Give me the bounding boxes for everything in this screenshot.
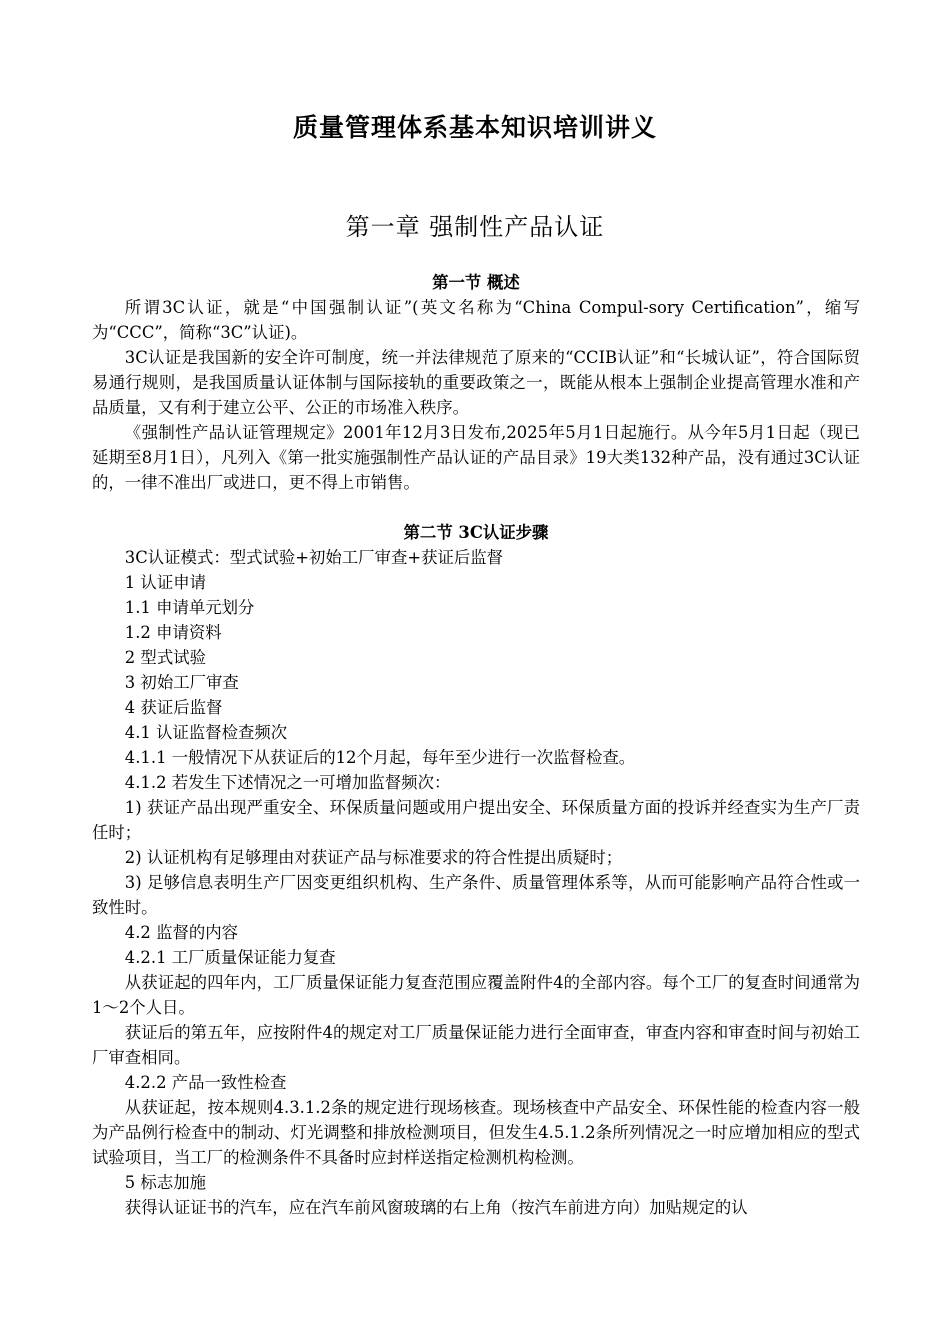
list-item: 1) 获证产品出现严重安全、环保质量问题或用户提出安全、环保质量方面的投诉并经查实为生产厂责任时； <box>92 798 860 842</box>
paragraph: 获得认证证书的汽车，应在汽车前风窗玻璃的右上角（按汽车前进方向）加贴规定的认 <box>124 1198 748 1217</box>
paragraph: 3C认证模式：型式试验+初始工厂审查+获证后监督 <box>124 548 504 567</box>
section-spacer <box>92 495 860 520</box>
list-item: 4 获证后监督 <box>124 698 223 717</box>
list-item: 1.2 申请资料 <box>124 623 222 642</box>
list-item: 3 初始工厂审查 <box>124 673 239 692</box>
document-title: 质量管理体系基本知识培训讲义 <box>292 113 657 142</box>
paragraph: 获证后的第五年，应按附件4的规定对工厂质量保证能力进行全面审查，审查内容和审查时间与初始工厂审查相同。 <box>92 1023 860 1067</box>
paragraph: 所谓3C认证，就是“中国强制认证”(英文名称为“China Compul-sory Certification”，缩写为“CCC”，简称“3C”认证)。 <box>92 298 860 342</box>
paragraph: 从获证起，按本规则4.3.1.2条的规定进行现场核查。现场核查中产品安全、环保性能的检查内容一般为产品例行检查中的制动、灯光调整和排放检测项目，但发生4.5.1.2条所列情况之一时应增加相应的型式试验项目，当工厂的检测条件不具备时应封样送指定检测机构检测。 <box>92 1098 860 1167</box>
section-1-title: 第一节 概述 <box>432 273 520 292</box>
list-item: 4.2 监督的内容 <box>124 923 239 942</box>
list-item: 4.2.1 工厂质量保证能力复查 <box>124 948 336 967</box>
list-item: 2 型式试验 <box>124 648 206 667</box>
list-item: 1 认证申请 <box>124 573 206 592</box>
paragraph: 从获证起的四年内，工厂质量保证能力复查范围应覆盖附件4的全部内容。每个工厂的复查时间通常为1～2个人日。 <box>92 973 860 1017</box>
list-item: 5 标志加施 <box>124 1173 206 1192</box>
list-item: 4.2.2 产品一致性检查 <box>124 1073 287 1092</box>
document-body <box>92 270 860 1220</box>
list-item: 4.1.2 若发生下述情况之一可增加监督频次： <box>124 773 451 792</box>
list-item: 3) 足够信息表明生产厂因变更组织机构、生产条件、质量管理体系等，从而可能影响产品符合性或一致性时。 <box>92 873 860 917</box>
chapter-title: 第一章 强制性产品认证 <box>345 213 605 241</box>
paragraph: 《强制性产品认证管理规定》2001年12月3日发布,2025年5月1日起施行。从今年5月1日起（现已延期至8月1日），凡列入《第一批实施强制性产品认证的产品目录》19大类132种产品，没有通过3C认证的，一律不准出厂或进口，更不得上市销售。 <box>92 423 860 492</box>
paragraph: 3C认证是我国新的安全许可制度，统一并法律规范了原来的“CCIB认证”和“长城认证”，符合国际贸易通行规则，是我国质量认证体制与国际接轨的重要政策之一，既能从根本上强制企业提高管理水准和产品质量，又有利于建立公平、公正的市场准入秩序。 <box>92 348 860 417</box>
section-2-title: 第二节 3C认证步骤 <box>403 523 549 542</box>
list-item: 1.1 申请单元划分 <box>124 598 255 617</box>
list-item: 4.1.1 一般情况下从获证后的12个月起，每年至少进行一次监督检查。 <box>124 748 636 767</box>
list-item: 4.1 认证监督检查频次 <box>124 723 288 742</box>
list-item: 2) 认证机构有足够理由对获证产品与标准要求的符合性提出质疑时； <box>124 848 623 867</box>
